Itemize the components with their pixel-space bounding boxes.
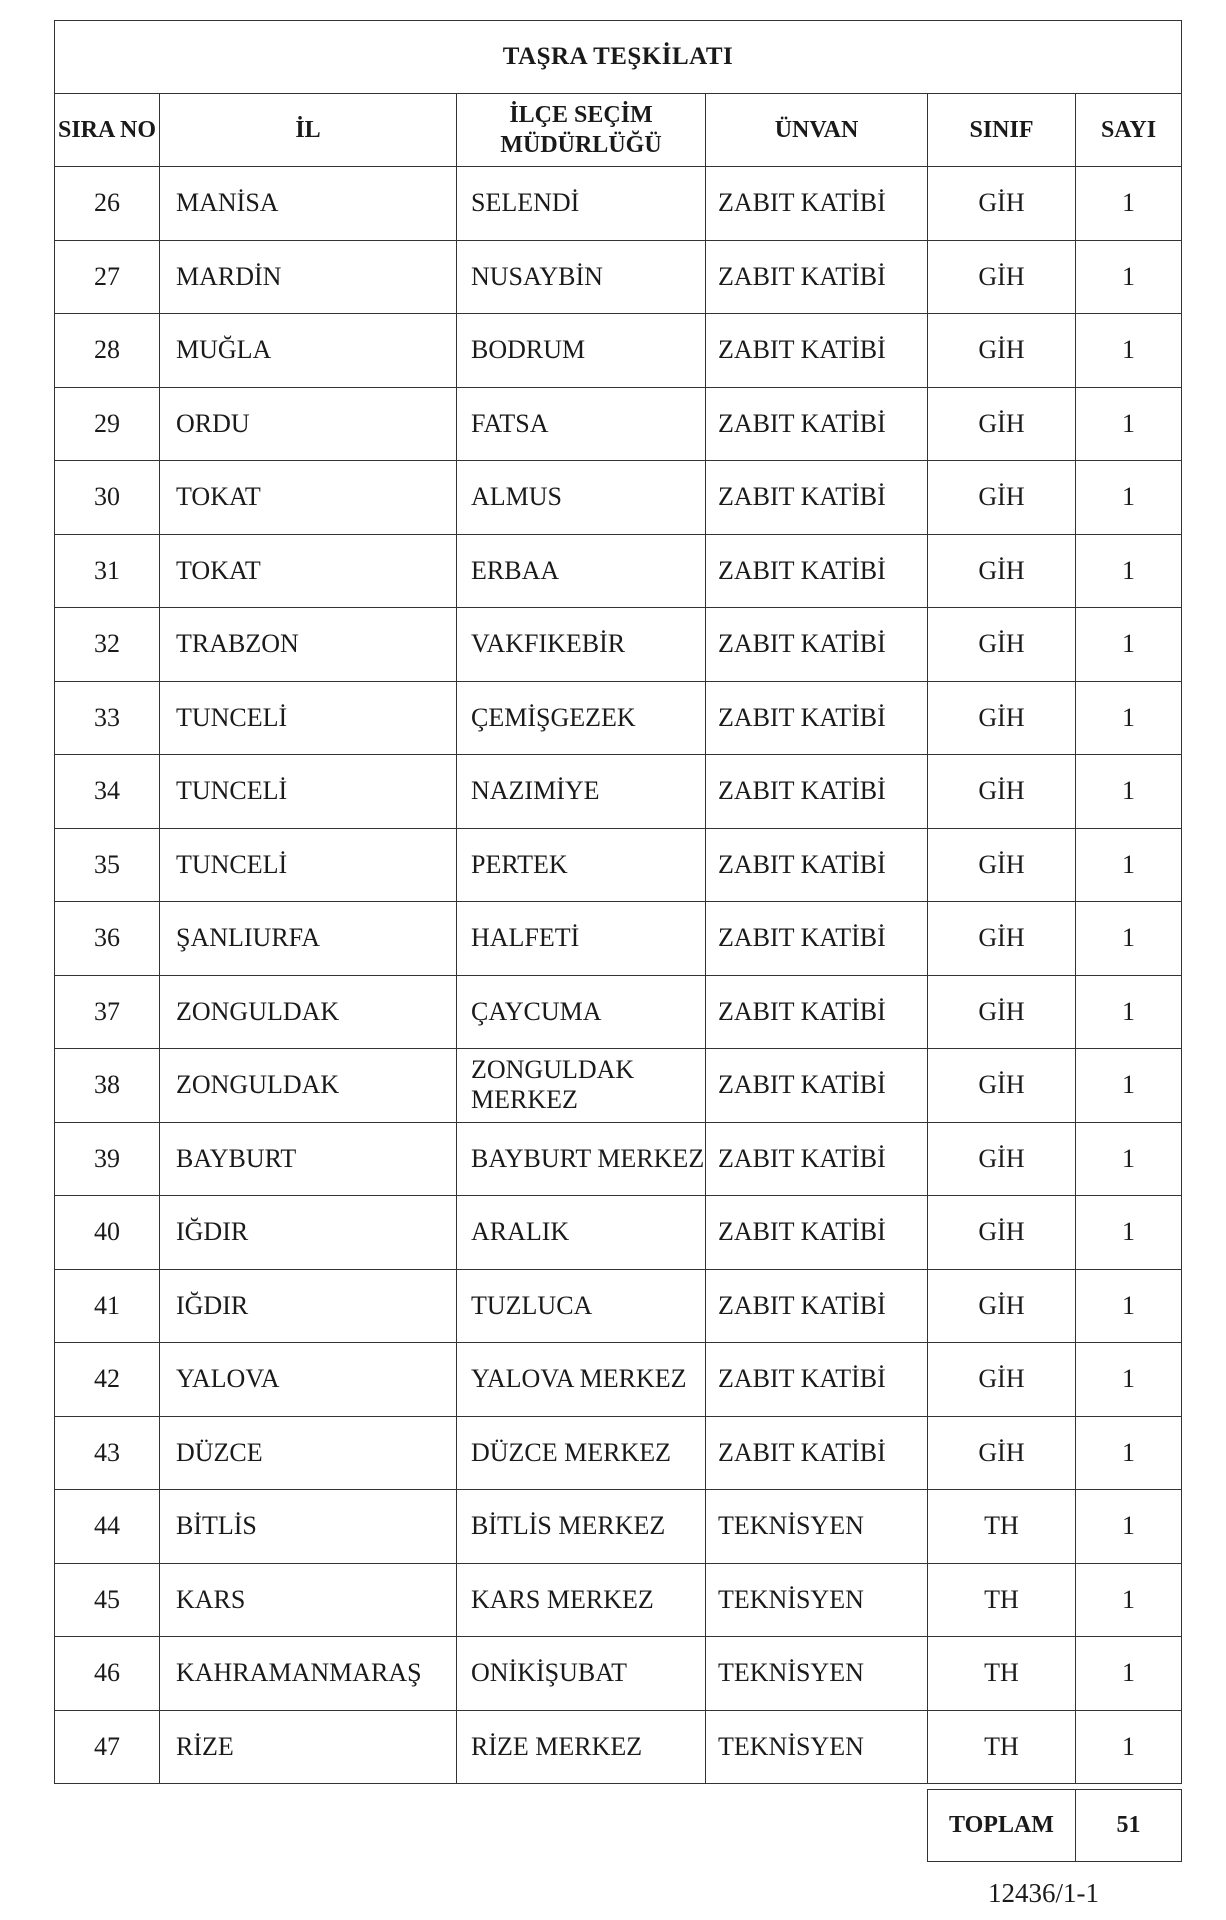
- table-row: [55, 902, 1182, 976]
- cell-sayi: 1: [1076, 167, 1182, 241]
- cell-il: KAHRAMANMARAŞ: [160, 1637, 457, 1711]
- cell-unvan: TEKNİSYEN: [706, 1710, 928, 1784]
- cell-sinif: GİH: [928, 461, 1076, 535]
- cell-sinif: GİH: [928, 534, 1076, 608]
- cell-unvan: ZABIT KATİBİ: [706, 828, 928, 902]
- cell-ilce: ÇEMİŞGEZEK: [457, 681, 706, 755]
- cell-sinif: GİH: [928, 828, 1076, 902]
- cell-ilce: NAZIMİYE: [457, 755, 706, 829]
- cell-il: BAYBURT: [160, 1122, 457, 1196]
- cell-sira-no: 47: [55, 1710, 160, 1784]
- cell-sinif: TH: [928, 1637, 1076, 1711]
- cell-sinif: GİH: [928, 1049, 1076, 1123]
- cell-unvan: ZABIT KATİBİ: [706, 608, 928, 682]
- table-row: [55, 1637, 1182, 1711]
- table-title-row: [55, 21, 1182, 94]
- cell-sira-no: 40: [55, 1196, 160, 1270]
- table-row: [55, 1416, 1182, 1490]
- staff-table: [54, 20, 1182, 1784]
- cell-ilce: BİTLİS MERKEZ: [457, 1490, 706, 1564]
- cell-unvan: ZABIT KATİBİ: [706, 755, 928, 829]
- cell-unvan: ZABIT KATİBİ: [706, 240, 928, 314]
- cell-sayi: 1: [1076, 1637, 1182, 1711]
- cell-il: TUNCELİ: [160, 828, 457, 902]
- cell-ilce: NUSAYBİN: [457, 240, 706, 314]
- cell-sinif: GİH: [928, 1416, 1076, 1490]
- cell-il: TRABZON: [160, 608, 457, 682]
- cell-sinif: GİH: [928, 240, 1076, 314]
- cell-sira-no: 43: [55, 1416, 160, 1490]
- cell-ilce: YALOVA MERKEZ: [457, 1343, 706, 1417]
- total-row: [928, 1790, 1182, 1862]
- cell-unvan: TEKNİSYEN: [706, 1563, 928, 1637]
- table-title: TAŞRA TEŞKİLATI: [55, 21, 1182, 94]
- cell-il: RİZE: [160, 1710, 457, 1784]
- cell-ilce: SELENDİ: [457, 167, 706, 241]
- cell-unvan: TEKNİSYEN: [706, 1490, 928, 1564]
- cell-sinif: GİH: [928, 902, 1076, 976]
- cell-sayi: 1: [1076, 1196, 1182, 1270]
- cell-sayi: 1: [1076, 755, 1182, 829]
- cell-sira-no: 39: [55, 1122, 160, 1196]
- header-il: İL: [160, 94, 457, 167]
- cell-sinif: GİH: [928, 975, 1076, 1049]
- cell-sinif: GİH: [928, 1269, 1076, 1343]
- cell-sayi: 1: [1076, 1122, 1182, 1196]
- cell-ilce: FATSA: [457, 387, 706, 461]
- cell-sinif: GİH: [928, 608, 1076, 682]
- cell-sinif: TH: [928, 1710, 1076, 1784]
- cell-sayi: 1: [1076, 608, 1182, 682]
- cell-il: ORDU: [160, 387, 457, 461]
- cell-sayi: 1: [1076, 828, 1182, 902]
- cell-il: BİTLİS: [160, 1490, 457, 1564]
- cell-il: TUNCELİ: [160, 681, 457, 755]
- table-row: [55, 1122, 1182, 1196]
- cell-sira-no: 31: [55, 534, 160, 608]
- table-row: [55, 1343, 1182, 1417]
- cell-ilce: BAYBURT MERKEZ: [457, 1122, 706, 1196]
- cell-sayi: 1: [1076, 240, 1182, 314]
- cell-unvan: ZABIT KATİBİ: [706, 534, 928, 608]
- header-unvan: ÜNVAN: [706, 94, 928, 167]
- cell-sayi: 1: [1076, 1563, 1182, 1637]
- cell-il: TOKAT: [160, 534, 457, 608]
- table-row: [55, 828, 1182, 902]
- cell-ilce: HALFETİ: [457, 902, 706, 976]
- cell-unvan: ZABIT KATİBİ: [706, 1196, 928, 1270]
- cell-il: YALOVA: [160, 1343, 457, 1417]
- cell-unvan: ZABIT KATİBİ: [706, 1049, 928, 1123]
- cell-sira-no: 41: [55, 1269, 160, 1343]
- table-row: [55, 1049, 1182, 1123]
- cell-sira-no: 44: [55, 1490, 160, 1564]
- header-ilce: İLÇE SEÇİM MÜDÜRLÜĞÜ: [457, 94, 706, 167]
- cell-sira-no: 33: [55, 681, 160, 755]
- cell-sira-no: 27: [55, 240, 160, 314]
- cell-sinif: TH: [928, 1490, 1076, 1564]
- cell-il: MANİSA: [160, 167, 457, 241]
- cell-sinif: GİH: [928, 1196, 1076, 1270]
- cell-unvan: TEKNİSYEN: [706, 1637, 928, 1711]
- cell-sinif: GİH: [928, 1122, 1076, 1196]
- table-row: [55, 1563, 1182, 1637]
- cell-unvan: ZABIT KATİBİ: [706, 1269, 928, 1343]
- cell-ilce: ALMUS: [457, 461, 706, 535]
- cell-sayi: 1: [1076, 387, 1182, 461]
- cell-unvan: ZABIT KATİBİ: [706, 902, 928, 976]
- table-row: [55, 681, 1182, 755]
- cell-unvan: ZABIT KATİBİ: [706, 314, 928, 388]
- cell-sira-no: 26: [55, 167, 160, 241]
- cell-unvan: ZABIT KATİBİ: [706, 1416, 928, 1490]
- cell-sinif: TH: [928, 1563, 1076, 1637]
- cell-il: ŞANLIURFA: [160, 902, 457, 976]
- cell-sira-no: 35: [55, 828, 160, 902]
- total-label: TOPLAM: [928, 1790, 1076, 1862]
- cell-sayi: 1: [1076, 1049, 1182, 1123]
- table-row: [55, 1269, 1182, 1343]
- cell-ilce: VAKFIKEBİR: [457, 608, 706, 682]
- cell-sira-no: 32: [55, 608, 160, 682]
- cell-ilce: ÇAYCUMA: [457, 975, 706, 1049]
- cell-sinif: GİH: [928, 167, 1076, 241]
- cell-il: TOKAT: [160, 461, 457, 535]
- cell-ilce: ONİKİŞUBAT: [457, 1637, 706, 1711]
- cell-il: KARS: [160, 1563, 457, 1637]
- table-row: [55, 1710, 1182, 1784]
- cell-unvan: ZABIT KATİBİ: [706, 1343, 928, 1417]
- cell-sira-no: 30: [55, 461, 160, 535]
- cell-unvan: ZABIT KATİBİ: [706, 387, 928, 461]
- cell-unvan: ZABIT KATİBİ: [706, 461, 928, 535]
- cell-ilce: KARS MERKEZ: [457, 1563, 706, 1637]
- table-row: [55, 534, 1182, 608]
- cell-sira-no: 37: [55, 975, 160, 1049]
- cell-il: ZONGULDAK: [160, 1049, 457, 1123]
- cell-sayi: 1: [1076, 1490, 1182, 1564]
- cell-sayi: 1: [1076, 1269, 1182, 1343]
- header-sira-no: SIRA NO: [55, 94, 160, 167]
- cell-sira-no: 34: [55, 755, 160, 829]
- cell-ilce: ARALIK: [457, 1196, 706, 1270]
- cell-unvan: ZABIT KATİBİ: [706, 681, 928, 755]
- cell-sira-no: 28: [55, 314, 160, 388]
- table-row: [55, 1490, 1182, 1564]
- cell-sira-no: 46: [55, 1637, 160, 1711]
- table-row: [55, 1196, 1182, 1270]
- cell-il: ZONGULDAK: [160, 975, 457, 1049]
- cell-sayi: 1: [1076, 902, 1182, 976]
- cell-sayi: 1: [1076, 461, 1182, 535]
- cell-unvan: ZABIT KATİBİ: [706, 1122, 928, 1196]
- cell-sira-no: 38: [55, 1049, 160, 1123]
- cell-ilce: DÜZCE MERKEZ: [457, 1416, 706, 1490]
- cell-sinif: GİH: [928, 1343, 1076, 1417]
- table-row: [55, 314, 1182, 388]
- table-row: [55, 975, 1182, 1049]
- table-row: [55, 387, 1182, 461]
- cell-sayi: 1: [1076, 314, 1182, 388]
- cell-sayi: 1: [1076, 1416, 1182, 1490]
- cell-ilce: PERTEK: [457, 828, 706, 902]
- cell-sira-no: 36: [55, 902, 160, 976]
- cell-sinif: GİH: [928, 755, 1076, 829]
- cell-il: IĞDIR: [160, 1269, 457, 1343]
- cell-ilce: RİZE MERKEZ: [457, 1710, 706, 1784]
- cell-sira-no: 42: [55, 1343, 160, 1417]
- total-table: [927, 1789, 1182, 1862]
- total-value: 51: [1076, 1790, 1182, 1862]
- cell-sinif: GİH: [928, 387, 1076, 461]
- table-row: [55, 608, 1182, 682]
- cell-ilce: BODRUM: [457, 314, 706, 388]
- cell-sira-no: 29: [55, 387, 160, 461]
- header-row: [55, 94, 1182, 167]
- header-sayi: SAYI: [1076, 94, 1182, 167]
- cell-il: MARDİN: [160, 240, 457, 314]
- cell-sayi: 1: [1076, 1343, 1182, 1417]
- cell-il: MUĞLA: [160, 314, 457, 388]
- cell-unvan: ZABIT KATİBİ: [706, 167, 928, 241]
- cell-sayi: 1: [1076, 975, 1182, 1049]
- table-row: [55, 167, 1182, 241]
- table-row: [55, 461, 1182, 535]
- cell-il: TUNCELİ: [160, 755, 457, 829]
- table-row: [55, 755, 1182, 829]
- document-code: 12436/1-1: [988, 1878, 1099, 1908]
- cell-sayi: 1: [1076, 681, 1182, 755]
- cell-unvan: ZABIT KATİBİ: [706, 975, 928, 1049]
- cell-sayi: 1: [1076, 1710, 1182, 1784]
- cell-sayi: 1: [1076, 534, 1182, 608]
- cell-il: DÜZCE: [160, 1416, 457, 1490]
- cell-ilce: ZONGULDAK MERKEZ: [457, 1049, 706, 1123]
- cell-sinif: GİH: [928, 314, 1076, 388]
- cell-sira-no: 45: [55, 1563, 160, 1637]
- cell-sinif: GİH: [928, 681, 1076, 755]
- table-row: [55, 240, 1182, 314]
- cell-il: IĞDIR: [160, 1196, 457, 1270]
- cell-ilce: ERBAA: [457, 534, 706, 608]
- cell-ilce: TUZLUCA: [457, 1269, 706, 1343]
- header-sinif: SINIF: [928, 94, 1076, 167]
